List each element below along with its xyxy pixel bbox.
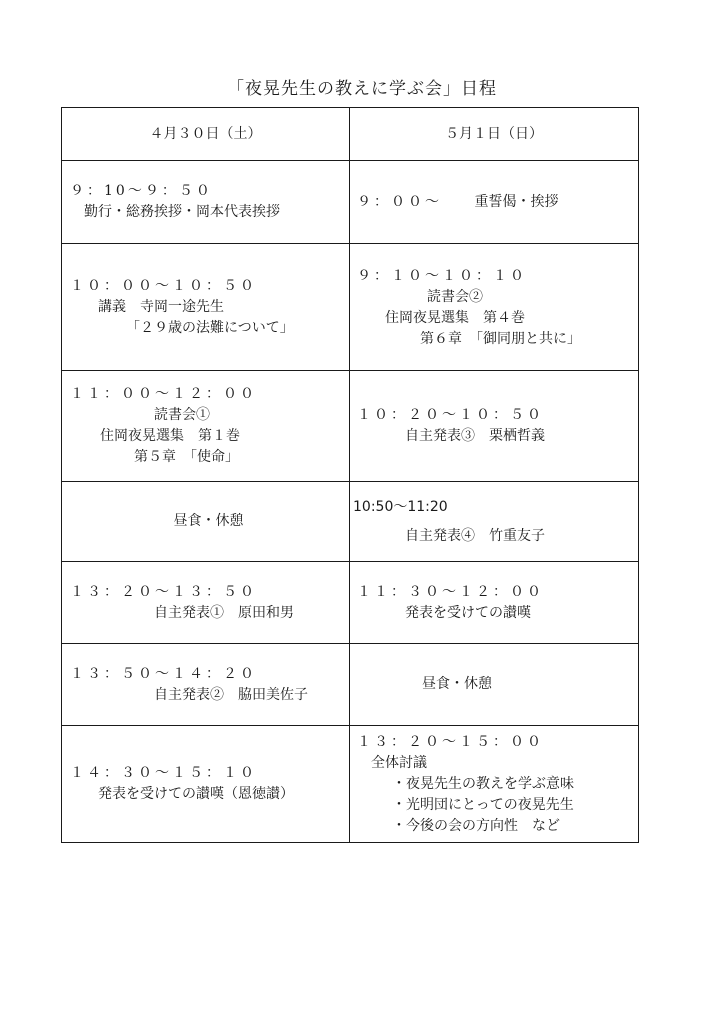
table-row [62,562,639,644]
slot-line: 住岡夜晃選集 第１巻 [100,428,240,444]
slot-line: 住岡夜晃選集 第４巻 [385,310,525,326]
slot-line: 勤行・総務挨拶・岡本代表挨拶 [84,204,280,220]
schedule-table [61,107,639,843]
day2-slot-5 [350,562,639,644]
slot-time: １３：５０～１４：２０ [70,665,257,682]
slot-line: 発表を受けての讃嘆 [405,604,531,621]
slot-line: 自主発表② 脇田美佐子 [154,686,308,703]
day1-lunch-break [62,482,350,562]
slot-time: ９：００～ [357,193,442,210]
page-title: 「夜晃先生の教えに学ぶ会」日程 [227,79,497,99]
table-row [62,161,639,244]
slot-line: 自主発表① 原田和男 [154,604,294,621]
slot-line: 「２９歳の法難について」 [126,319,294,336]
slot-line: 自主発表④ 竹重友子 [405,527,545,544]
slot-time: １０：００～１０：５０ [70,277,257,294]
slot-line: 講義 寺岡一途先生 [98,298,224,315]
slot-line: 読書会② [427,289,483,305]
slot-line: ・光明団にとっての夜晃先生 [392,796,574,813]
slot-line: 全体討議 [371,754,427,771]
slot-line: ・今後の会の方向性 など [392,817,560,834]
slot-line: 昼食・休憩 [422,676,492,692]
slot-time: １１：３０～１２：００ [357,583,544,600]
day1-slot-3 [62,371,350,482]
slot-line: 自主発表③ 栗栖哲義 [405,428,545,444]
slot-time: ９：１０～１０：１０ [357,268,527,284]
day1-slot-7 [62,726,350,843]
day1-header: ４月３０日（土） [62,108,350,161]
table-row [62,371,639,482]
day2-slot-2 [350,244,639,371]
table-row [62,644,639,726]
day2-slot-4 [350,482,639,562]
slot-line: 発表を受けての讃嘆（恩徳讃） [98,786,294,802]
day1-slot-6 [62,644,350,726]
slot-time: １１：００～１２：００ [70,386,257,402]
slot-time: １４：３０～１５：１０ [70,765,257,781]
slot-line: 第６章 「御同朋と共に」 [420,331,581,347]
day2-slot-3 [350,371,639,482]
table-row [62,482,639,562]
slot-line: 昼食・休憩 [173,513,244,529]
slot-time: 10:50～11:20 [353,498,448,515]
slot-line: ・夜晃先生の教えを学ぶ意味 [392,775,574,792]
slot-line: 重誓偈・挨拶 [474,193,559,210]
day1-slot-1 [62,161,350,244]
slot-line: 第５章 「使命」 [134,449,239,465]
slot-time: ９：10～９：５０ [70,183,213,199]
day2-slot-7 [350,726,639,843]
slot-time: １０：２０～１０：５０ [357,407,544,423]
table-header-row [62,108,639,161]
day2-lunch-break [350,644,639,726]
table-row [62,726,639,843]
day2-header: ５月１日（日） [350,108,639,161]
slot-time: １３：２０～１３：５０ [70,583,257,600]
slot-line: 読書会① [154,407,210,423]
day1-slot-5 [62,562,350,644]
table-row [62,244,639,371]
day1-slot-2 [62,244,350,371]
slot-time: １３：２０～１５：００ [357,733,544,750]
day2-slot-1 [350,161,639,244]
